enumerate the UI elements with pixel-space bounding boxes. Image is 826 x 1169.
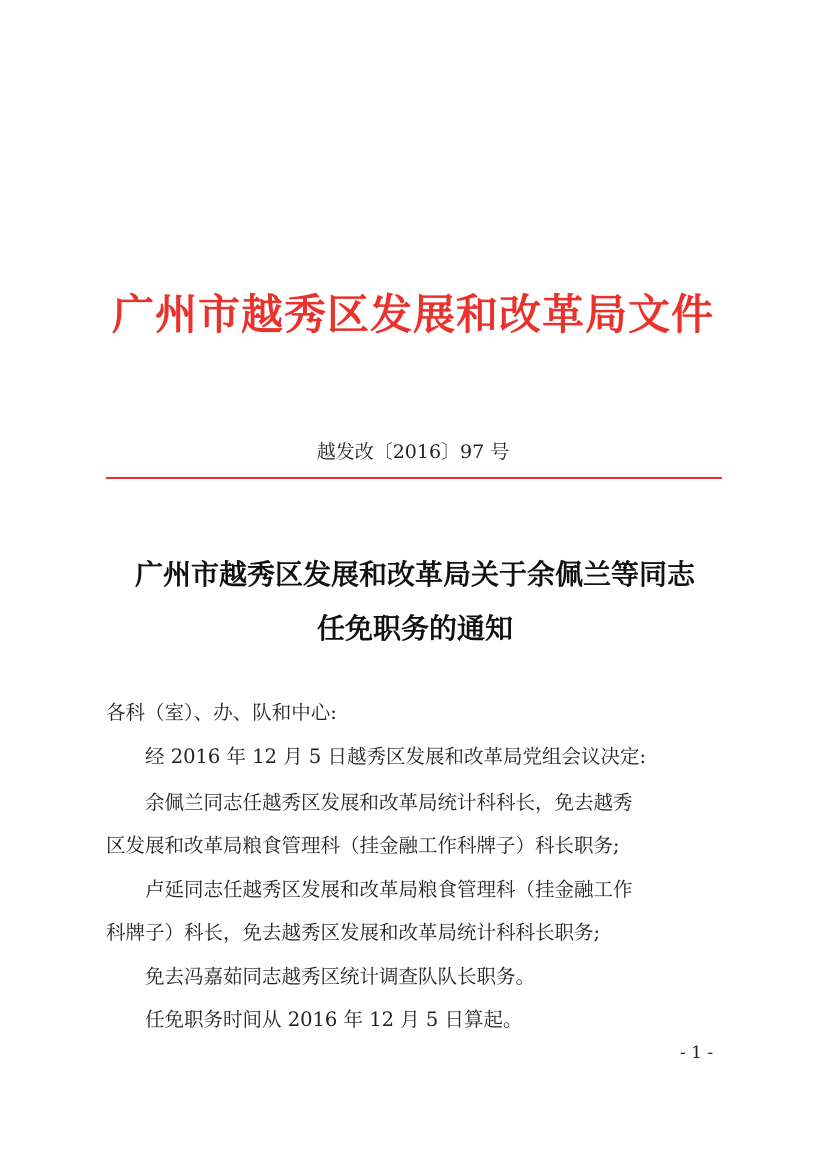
- document-title-line-2: 任免职务的通知: [316, 612, 513, 645]
- body-paragraph-appointment-1-line-2: 区发展和改革局粮食管理科（挂金融工作科牌子）科长职务;: [106, 834, 620, 857]
- body-paragraph-appointment-1-line-1: 余佩兰同志任越秀区发展和改革局统计科科长，免去越秀: [145, 791, 633, 814]
- body-paragraph-effective-date: 任免职务时间从 2016 年 12 月 5 日算起。: [145, 1008, 523, 1031]
- red-divider-line: [106, 477, 722, 479]
- body-paragraph-removal: 免去冯嘉茹同志越秀区统计调查队队长职务。: [145, 965, 536, 988]
- body-paragraph-appointment-2-line-1: 卢延同志任越秀区发展和改革局粮食管理科（挂金融工作: [145, 878, 633, 901]
- issuing-authority-header: 广州市越秀区发展和改革局文件: [111, 290, 714, 339]
- document-title-line-1: 广州市越秀区发展和改革局关于余佩兰等同志: [134, 558, 695, 591]
- document-number: 越发改〔2016〕97 号: [316, 441, 510, 463]
- body-paragraph-decision: 经 2016 年 12 月 5 日越秀区发展和改革局党组会议决定:: [145, 745, 647, 768]
- salutation: 各科（室）、办、队和中心:: [106, 701, 337, 724]
- document-title: [100, 548, 730, 656]
- body-paragraph-appointment-2-line-2: 科牌子）科长，免去越秀区发展和改革局统计科科长职务;: [106, 921, 601, 944]
- page-number: - 1 -: [680, 1043, 714, 1063]
